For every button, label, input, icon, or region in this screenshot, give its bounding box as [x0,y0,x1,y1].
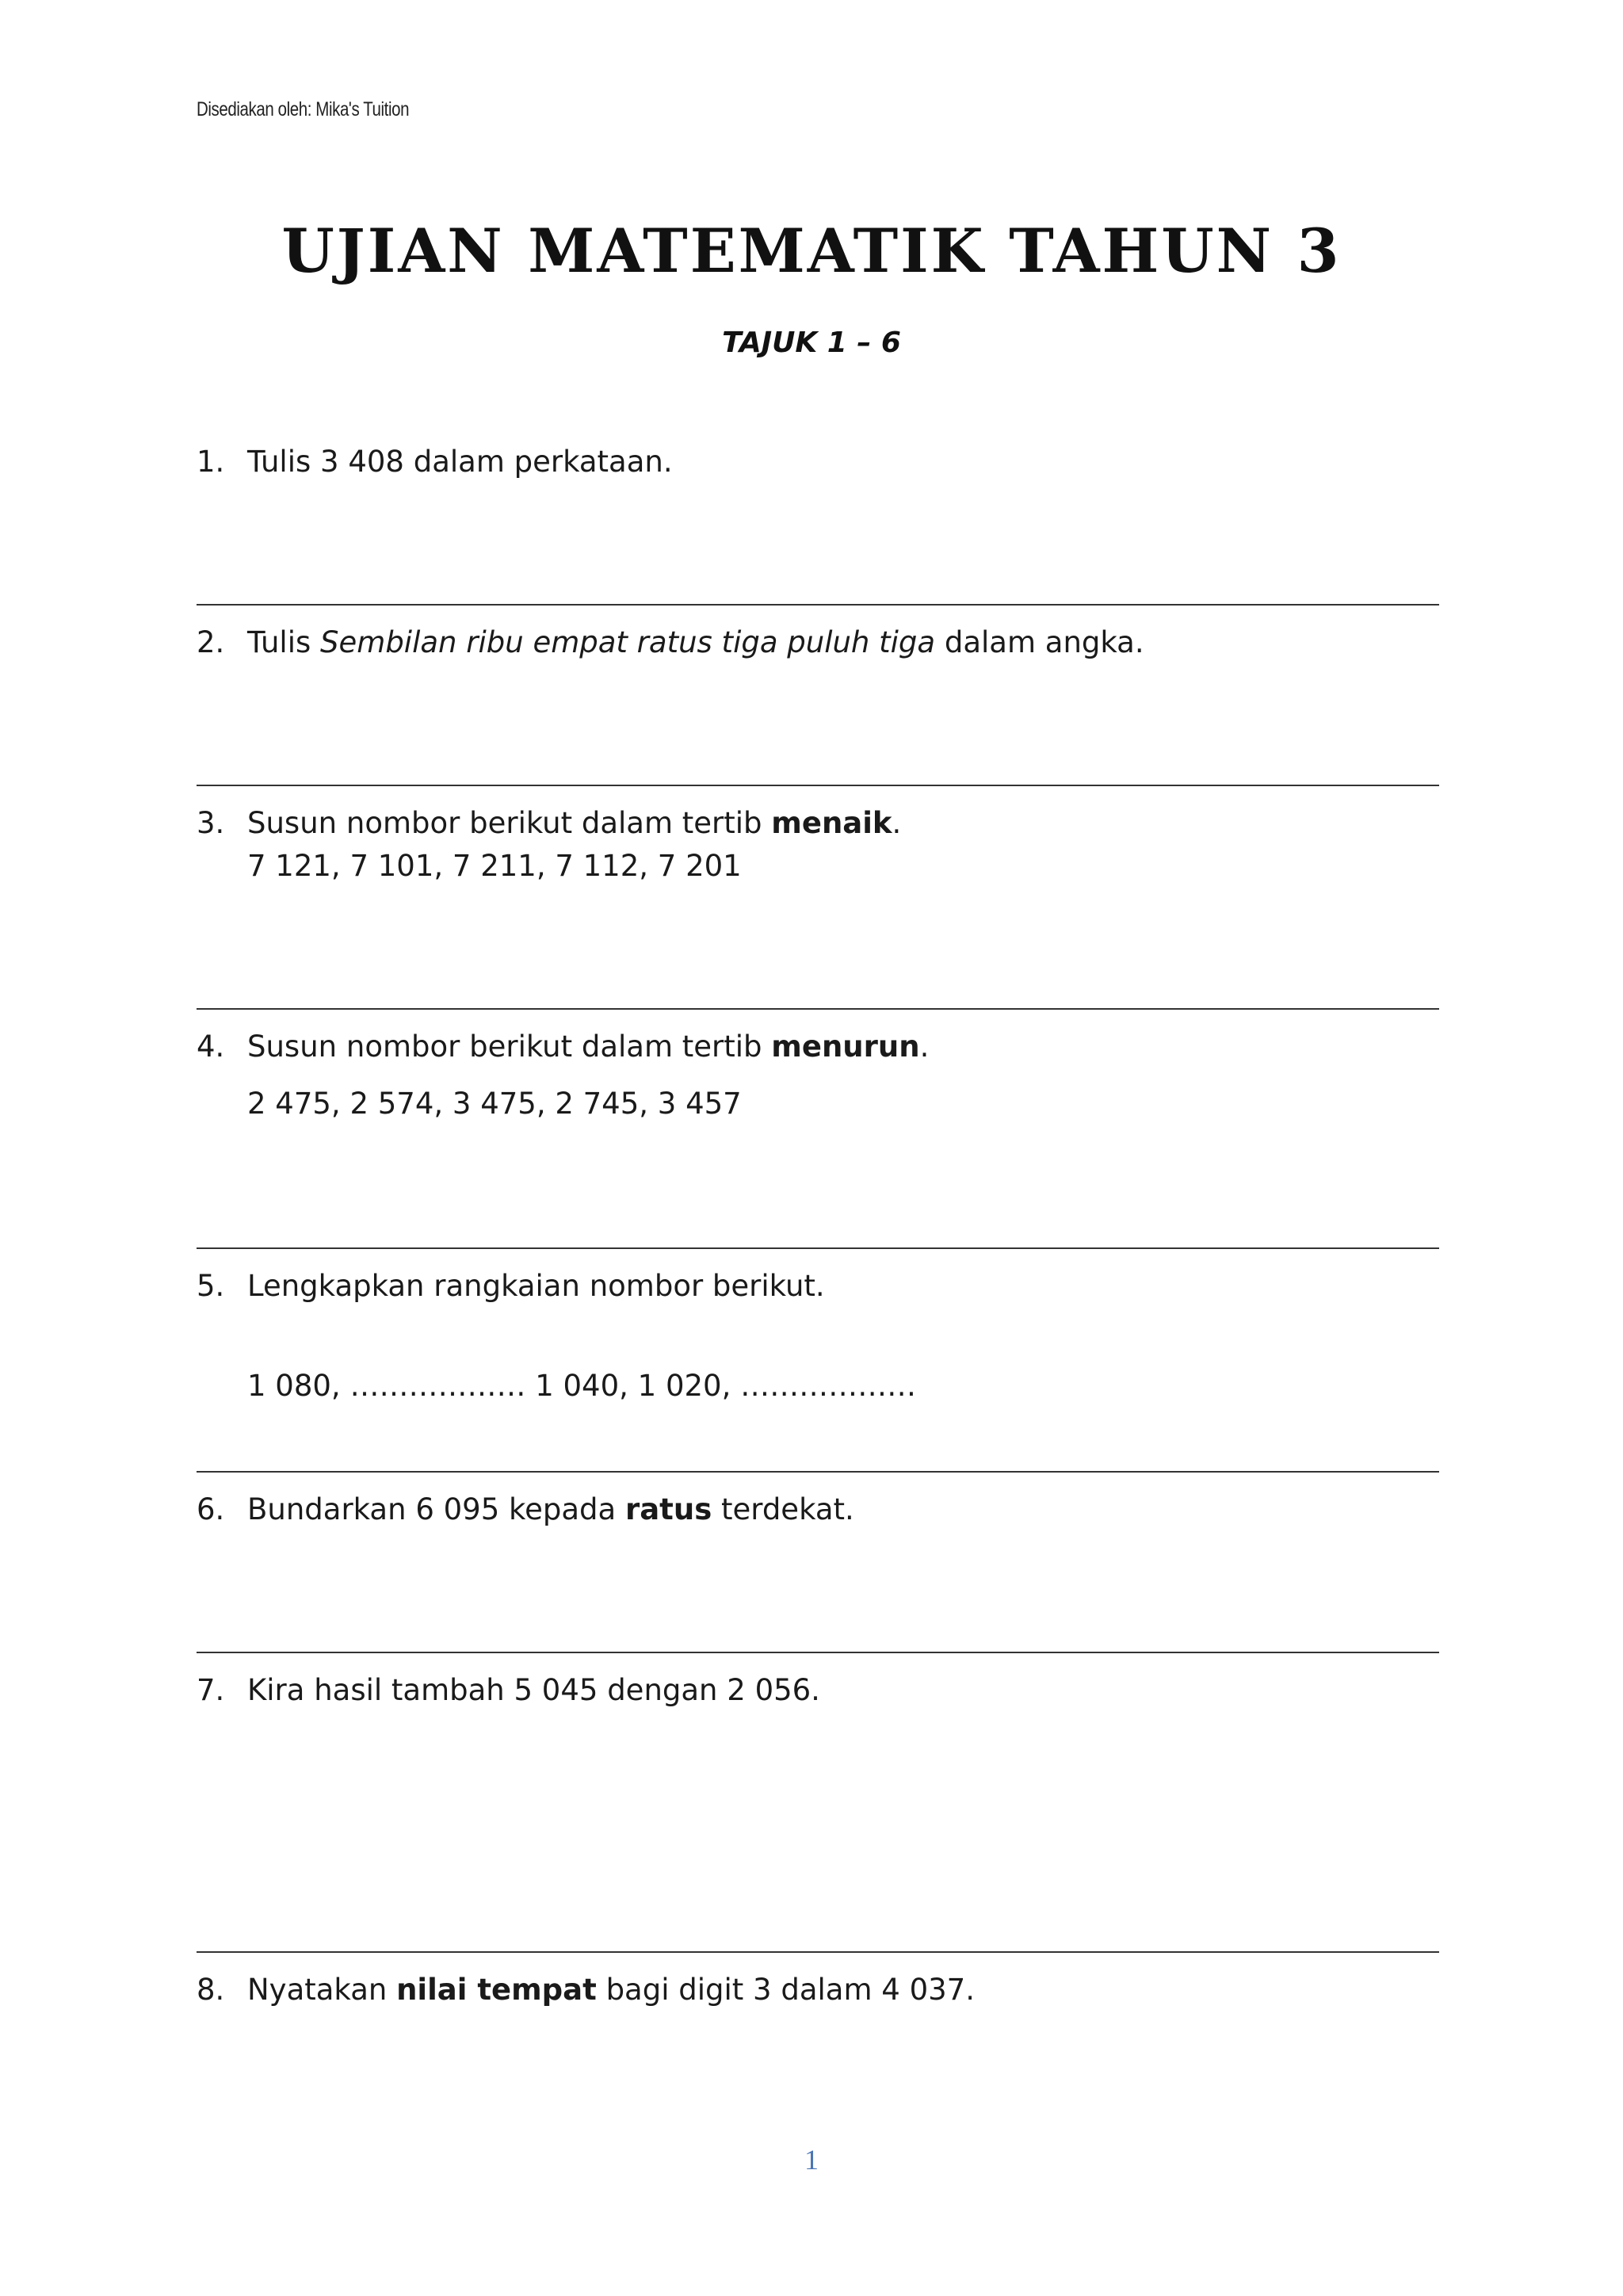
question-number: 3. [197,806,225,840]
page-title: UJIAN MATEMATIK TAHUN 3 [281,216,1342,286]
page-subtitle: TAJUK 1 – 6 [722,327,901,359]
question-number: 4. [197,1030,225,1064]
prepared-by-note: Disediakan oleh: Mika's Tuition [197,98,410,120]
question-number: 2. [197,625,225,659]
question-text: Bundarkan 6 095 kepada ratus terdekat. [247,1492,854,1526]
answer-line [197,1008,1439,1010]
question-number: 5. [197,1269,225,1303]
question-number: 7. [197,1673,225,1707]
answer-line [197,1247,1439,1249]
answer-line [197,1652,1439,1653]
question-text: Tulis Sembilan ribu empat ratus tiga puluh tiga dalam angka. [247,625,1144,659]
question-number: 6. [197,1492,225,1526]
answer-line [197,604,1439,606]
answer-line [197,1471,1439,1473]
question-text: Nyatakan nilai tempat bagi digit 3 dalam 4 037. [247,1973,975,2007]
page-number: 1 [804,2144,819,2176]
question-text: Kira hasil tambah 5 045 dengan 2 056. [247,1673,820,1707]
question-number: 1. [197,445,225,479]
number-sequence: 1 080, ……………… 1 040, 1 020, ……………… [247,1369,917,1403]
answer-line [197,1951,1439,1953]
answer-line [197,785,1439,786]
question-text: Susun nombor berikut dalam tertib menurun. [247,1030,930,1064]
question-text: Tulis 3 408 dalam perkataan. [247,445,673,479]
number-list: 2 475, 2 574, 3 475, 2 745, 3 457 [247,1087,742,1121]
question-text: Lengkapkan rangkaian nombor berikut. [247,1269,825,1303]
number-list: 7 121, 7 101, 7 211, 7 112, 7 201 [247,849,742,883]
question-number: 8. [197,1973,225,2007]
question-text: Susun nombor berikut dalam tertib menaik. [247,806,902,840]
